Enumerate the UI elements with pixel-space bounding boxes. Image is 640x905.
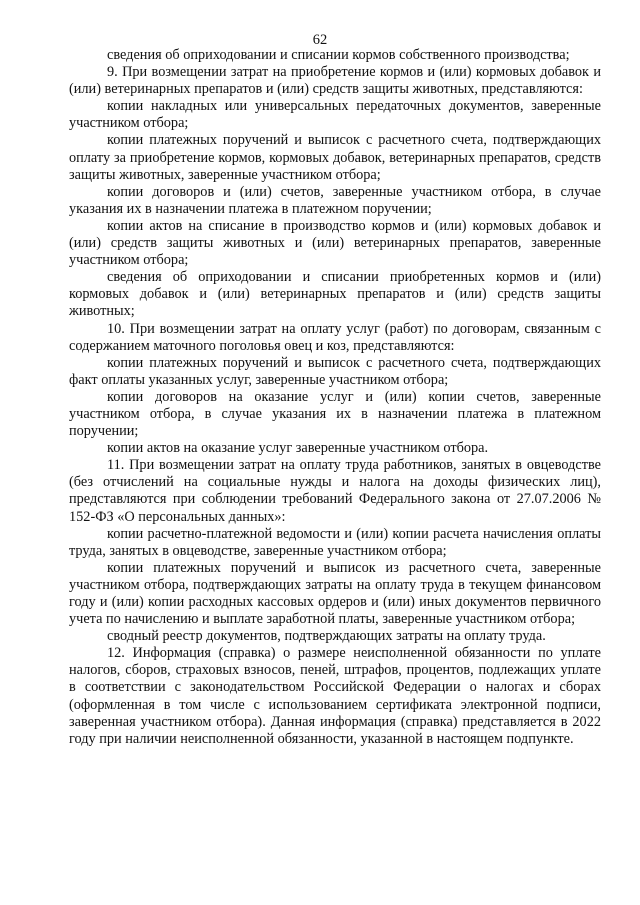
- paragraph-service-acts: копии актов на оказание услуг заверенные участником отбора.: [107, 440, 489, 457]
- paragraph-payroll-payment-orders: копии платежных поручений и выписок из расчетного счета, заверенные участником отбора, подтверждающих затраты на оплату труда в текущем финансовом году и (или) копии расходных кассовых ордеров и (или) иных документов первичного учета по начислению и выплате заработной платы, заверенные участником отбора;: [69, 559, 601, 628]
- paragraph-summary-register: сводный реестр документов, подтверждающих затраты на оплату труда.: [107, 628, 546, 645]
- paragraph-purchased-feed-info: сведения об оприходовании и списании приобретенных кормов и (или) кормовых добавок и (или) ветеринарных препаратов и (или) средств защиты животных;: [69, 269, 601, 320]
- paragraph-item-10: 10. При возмещении затрат на оплату услуг (работ) по договорам, связанным с содержанием маточного поголовья овец и коз, представляются:: [69, 320, 601, 354]
- paragraph-contracts-invoices: копии договоров и (или) счетов, заверенные участником отбора, в случае указания их в назначении платежа в платежном поручении;: [69, 183, 601, 217]
- paragraph-service-contracts: копии договоров на оказание услуг и (или) копии счетов, заверенные участником отбора, в случае указания их в назначении платежа в платежном поручении;: [69, 388, 601, 440]
- paragraph-write-off-acts: копии актов на списание в производство кормов и (или) кормовых добавок и (или) средств защиты животных и (или) ветеринарных препаратов, заверенные участником отбора;: [69, 217, 601, 269]
- paragraph-waybills: копии накладных или универсальных передаточных документов, заверенные участником отбора;: [69, 98, 601, 132]
- paragraph-payment-orders-services: копии платежных поручений и выписок с расчетного счета, подтверждающих факт оплаты указанных услуг, заверенные участником отбора;: [69, 354, 601, 388]
- document-body: [69, 47, 601, 748]
- paragraph-feed-own-production: сведения об оприходовании и списании кормов собственного производства;: [107, 47, 570, 63]
- paragraph-item-11: 11. При возмещении затрат на оплату труда работников, занятых в овцеводстве (без отчислений на социальные нужды и налога на доходы физических лиц), представляются при соблюдении требований Федерального закона от 27.07.2006 № 152-ФЗ «О персональных данных»:: [69, 457, 601, 525]
- page-number: 62: [312, 32, 328, 48]
- paragraph-item-12: 12. Информация (справка) о размере неисполненной обязанности по уплате налогов, сборов, страховых взносов, пеней, штрафов, процентов, подлежащих уплате в соответствии с законодательством Российской Федерации о налогах и сборах (оформленная в том числе с использованием сертификата электронной подписи, заверенная участником отбора). Данная информация (справка) представляется в 2022 году при наличии неисполненной обязанности, указанной в настоящем подпункте.: [69, 645, 601, 747]
- paragraph-item-9: 9. При возмещении затрат на приобретение кормов и (или) кормовых добавок и (или) ветеринарных препаратов и (или) средств защиты животных, представляются:: [69, 64, 601, 98]
- paragraph-payroll-statements: копии расчетно-платежной ведомости и (или) копии расчета начисления оплаты труда, занятых в овцеводстве, заверенные участником отбора;: [69, 525, 601, 559]
- paragraph-payment-orders-feed: копии платежных поручений и выписок с расчетного счета, подтверждающих оплату за приобретение кормов, кормовых добавок, ветеринарных препаратов, средств защиты животных, заверенные участником отбора;: [69, 132, 601, 183]
